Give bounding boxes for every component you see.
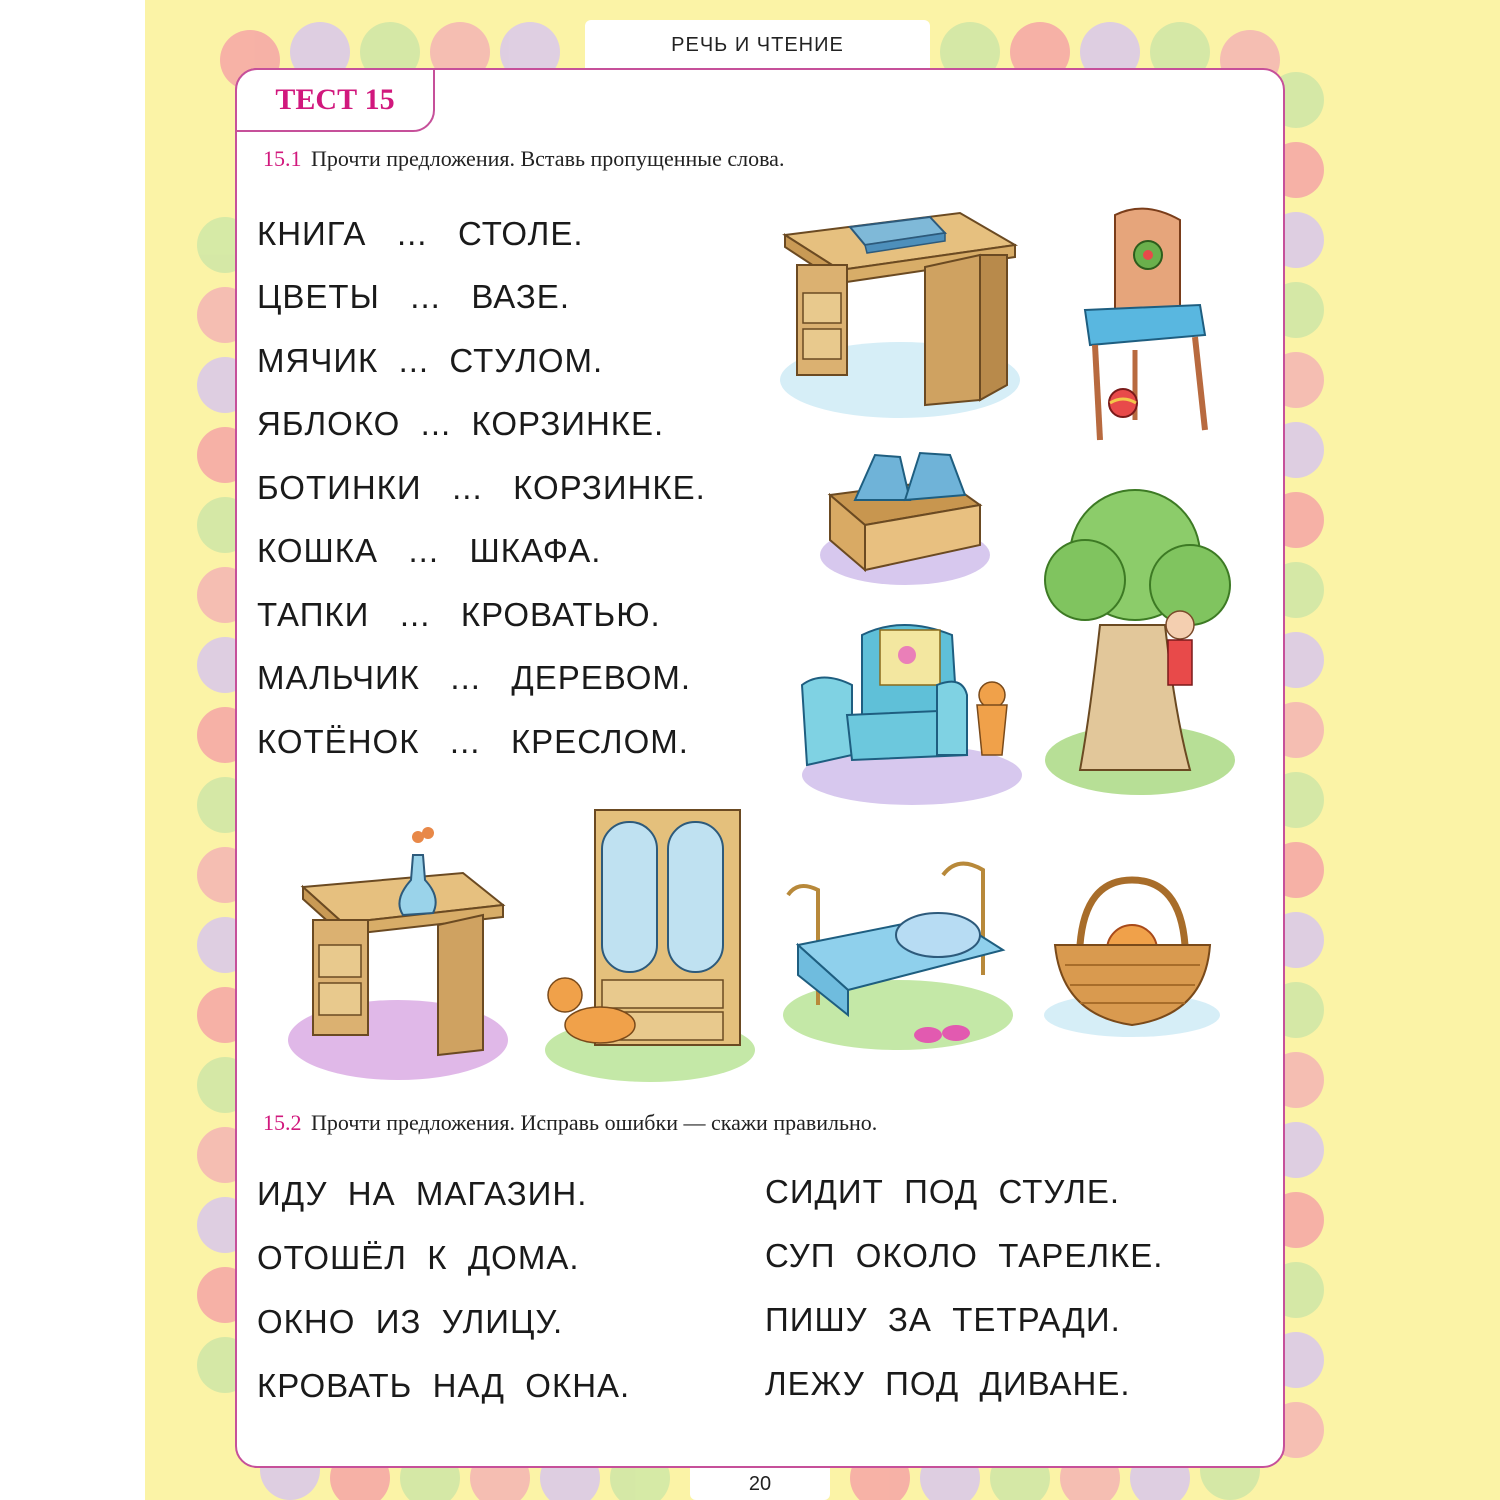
desk-with-vase-illustration: [283, 825, 508, 1085]
chair-with-ball-illustration: [1075, 205, 1215, 445]
task-1-sentence: КОТЁНОК ... КРЕСЛОМ.: [257, 723, 689, 760]
task-2-number: 15.2: [263, 1110, 302, 1135]
section-header: РЕЧЬ И ЧТЕНИЕ: [585, 20, 930, 70]
task-1-sentence: КОШКА ... ШКАФА.: [257, 532, 602, 569]
task-1-sentence: ТАПКИ ... КРОВАТЬЮ.: [257, 596, 661, 633]
wardrobe-with-cat-illustration: [540, 800, 755, 1085]
task-1-sentence: ЦВЕТЫ ... ВАЗЕ.: [257, 278, 570, 315]
task-1-sentence: ЯБЛОКО ... КОРЗИНКЕ.: [257, 405, 665, 442]
box-with-boots-illustration: [815, 445, 995, 590]
test-title: ТЕСТ 15: [235, 68, 435, 132]
task-1-heading: [263, 146, 784, 172]
bed-with-slippers-illustration: [778, 855, 1013, 1060]
task-2-sentence: ЛЕЖУ ПОД ДИВАНЕ.: [765, 1365, 1131, 1402]
task-1-sentence: МАЛЬЧИК ... ДЕРЕВОМ.: [257, 659, 692, 696]
task-2-sentence: СИДИТ ПОД СТУЛЕ.: [765, 1173, 1121, 1210]
task-2-sentence: ОТОШЁЛ К ДОМА.: [257, 1239, 580, 1276]
task-2-instruction: Прочти предложения. Исправь ошибки — скажи правильно.: [311, 1110, 878, 1135]
task-1-number: 15.1: [263, 146, 302, 171]
task-1-sentence: КНИГА ... СТОЛЕ.: [257, 215, 584, 252]
task-2-sentence: ИДУ НА МАГАЗИН.: [257, 1175, 588, 1212]
task-2-heading: [263, 1110, 877, 1136]
task-1-sentence: МЯЧИК ... СТУЛОМ.: [257, 342, 604, 379]
task-2-sentence: ОКНО ИЗ УЛИЦУ.: [257, 1303, 564, 1340]
desk-with-book-illustration: [775, 205, 1025, 420]
page-number: 20: [690, 1468, 830, 1500]
task-2-sentence: СУП ОКОЛО ТАРЕЛКЕ.: [765, 1237, 1164, 1274]
basket-with-apple-illustration: [1040, 875, 1225, 1040]
task-1-instruction: Прочти предложения. Вставь пропущенные слова.: [311, 146, 785, 171]
tree-with-boy-illustration: [1040, 485, 1240, 805]
task-1-sentence: БОТИНКИ ... КОРЗИНКЕ.: [257, 469, 706, 506]
task-2-sentence: КРОВАТЬ НАД ОКНА.: [257, 1367, 631, 1404]
task-2-sentence: ПИШУ ЗА ТЕТРАДИ.: [765, 1301, 1121, 1338]
armchair-with-kitten-illustration: [792, 615, 1027, 805]
